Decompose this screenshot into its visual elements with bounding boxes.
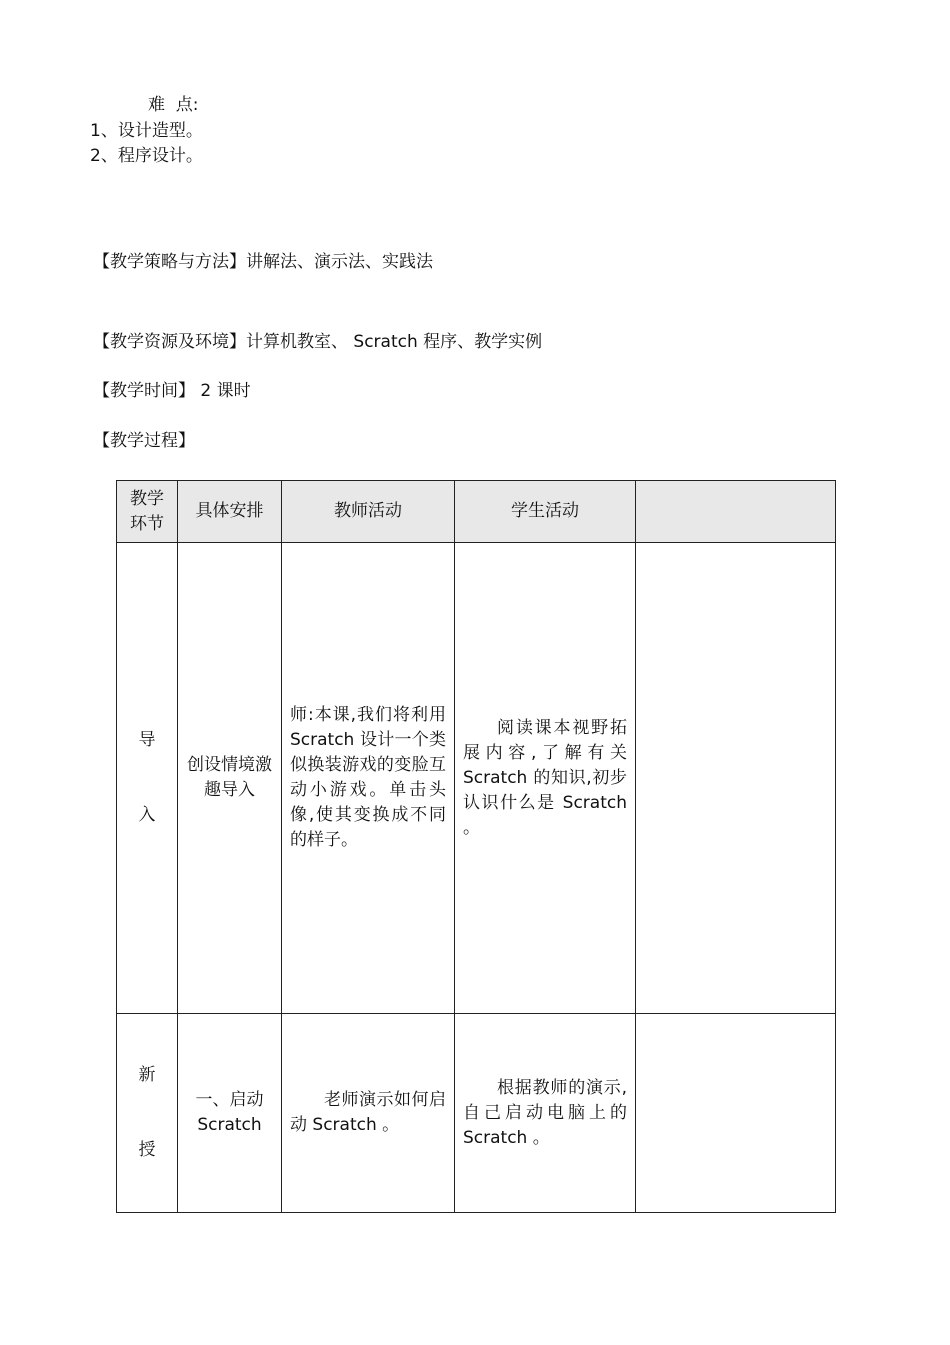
header-phase: 教学环节 xyxy=(117,481,178,543)
teacher-activity-cell: 老师演示如何启动 Scratch 。 xyxy=(282,1014,455,1213)
arrangement-cell: 一、启动 Scratch xyxy=(178,1014,282,1213)
difficulty-heading: 难 点: xyxy=(148,95,199,115)
strategy-line: 【教学策略与方法】讲解法、演示法、实践法 xyxy=(93,252,433,272)
lesson-table xyxy=(116,480,836,1213)
student-activity-cell: 根据教师的演示,自己启动电脑上的 Scratch 。 xyxy=(455,1014,636,1213)
student-activity-cell: 阅读课本视野拓展内容,了解有关 Scratch 的知识,初步认识什么是 Scratch 。 xyxy=(455,543,636,1014)
phase-cell: 导 入 xyxy=(117,543,178,1014)
header-arrangement: 具体安排 xyxy=(178,481,282,543)
time-line: 【教学时间】 2 课时 xyxy=(93,381,251,401)
table-header-row xyxy=(117,481,836,543)
difficulty-item-2: 2、程序设计。 xyxy=(90,146,203,166)
table-row xyxy=(117,543,836,1014)
table-row xyxy=(117,1014,836,1213)
header-extra xyxy=(636,481,836,543)
process-heading: 【教学过程】 xyxy=(93,431,195,451)
arrangement-cell: 创设情境激趣导入 xyxy=(178,543,282,1014)
header-teacher: 教师活动 xyxy=(282,481,455,543)
extra-cell xyxy=(636,543,836,1014)
resources-line: 【教学资源及环境】计算机教室、 Scratch 程序、教学实例 xyxy=(93,332,543,352)
teacher-activity-cell: 师:本课,我们将利用 Scratch 设计一个类似换装游戏的变脸互动小游戏。单击头像,使其变换成不同的样子。 xyxy=(282,543,455,1014)
phase-cell: 新 授 xyxy=(117,1014,178,1213)
header-student: 学生活动 xyxy=(455,481,636,543)
extra-cell xyxy=(636,1014,836,1213)
difficulty-item-1: 1、设计造型。 xyxy=(90,121,203,141)
